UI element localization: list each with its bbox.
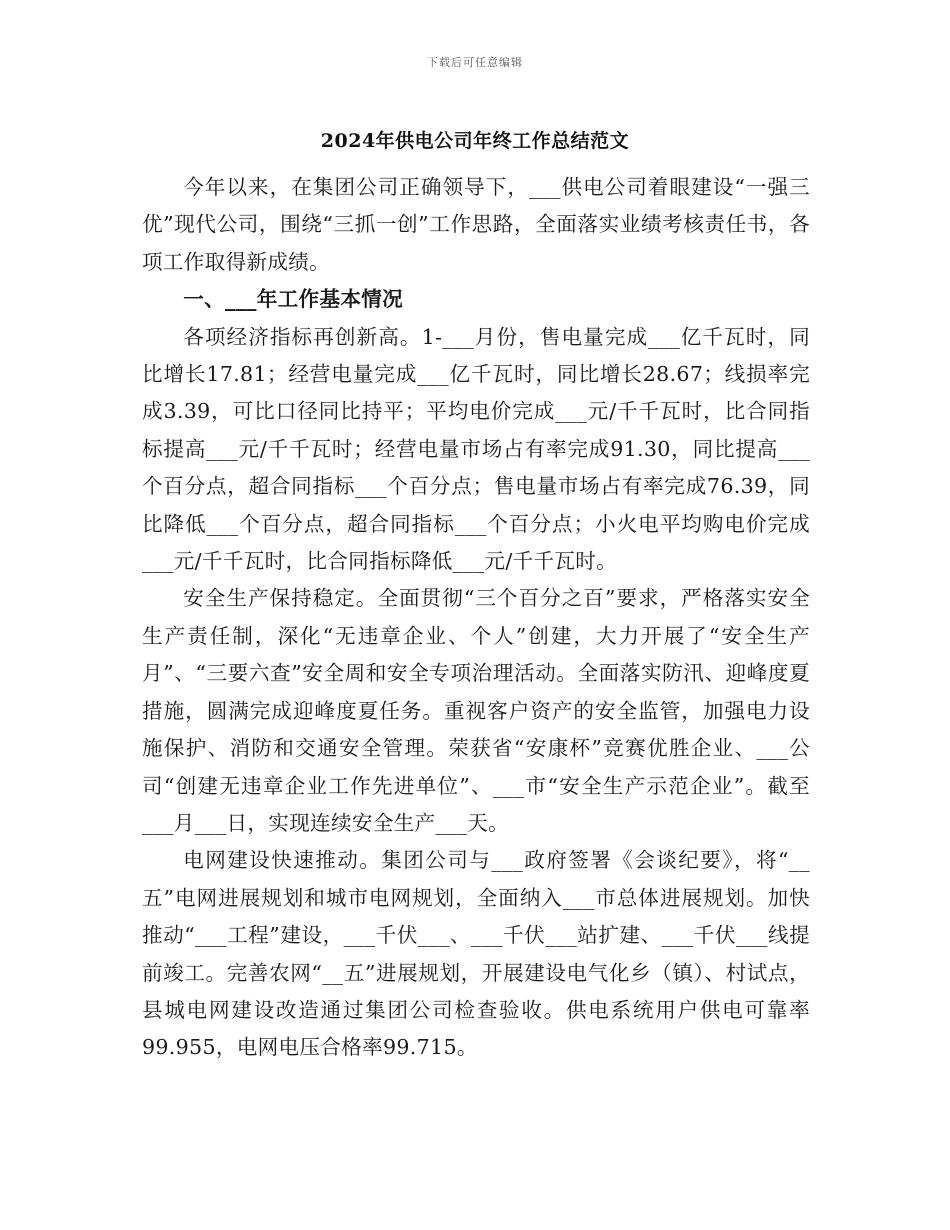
document-title: 2024年供电公司年终工作总结范文 <box>320 130 630 152</box>
safety-paragraph: 安全生产保持稳定。全面贯彻“三个百分之百”要求，严格落实安全生产责任制，深化“无违章企业、个人”创建，大力开展了“安全生产月”、“三要六查”安全周和安全专项治理活动。全面落实防汛、迎峰度夏措施，圆满完成迎峰度夏任务。重视客户资产的安全监管，加强电力设施保护、消防和交通安全管理。荣获省“安康杯”竞赛优胜企业、___公司“创建无违章企业工作先进单位”、___市“安全生产示范企业”。截至___月___日，实现连续安全生产___天。 <box>142 586 810 835</box>
section-heading-1: 一、___年工作基本情况 <box>183 287 404 312</box>
intro-paragraph: 今年以来，在集团公司正确领导下，___供电公司着眼建设“一强三优”现代公司，围绕“三抓一创”工作思路，全面落实业绩考核责任书，各项工作取得新成绩。 <box>142 175 810 274</box>
economy-paragraph: 各项经济指标再创新高。1-___月份，售电量完成___亿千瓦时，同比增长17.81；经营电量完成___亿千瓦时，同比增长28.67；线损率完成3.39，可比口径同比持平；平均电价完成___元/千千瓦时，比合同指标提高___元/千千瓦时；经营电量市场占有率完成91.30，同比提高___个百分点，超合同指标___个百分点；售电量市场占有率完成76.39，同比降低___个百分点，超合同指标___个百分点；小火电平均购电价完成___元/千千瓦时，比合同指标降低___元/千千瓦时。 <box>142 324 810 574</box>
document-body <box>142 169 810 1067</box>
grid-paragraph: 电网建设快速推动。集团公司与___政府签署《会谈纪要》，将“__五”电网进展规划和城市电网规划，全面纳入___市总体进展规划。加快推动“___工程”建设，___千伏___、___千伏___站扩建、___千伏___线提前竣工。完善农网“__五”进展规划，开展建设电气化乡（镇）、村试点，县城电网建设改造通过集团公司检查验收。供电系统用户供电可靠率99.955，电网电压合格率99.715。 <box>142 848 810 1060</box>
header-note: 下载后可任意编辑 <box>427 56 523 69</box>
